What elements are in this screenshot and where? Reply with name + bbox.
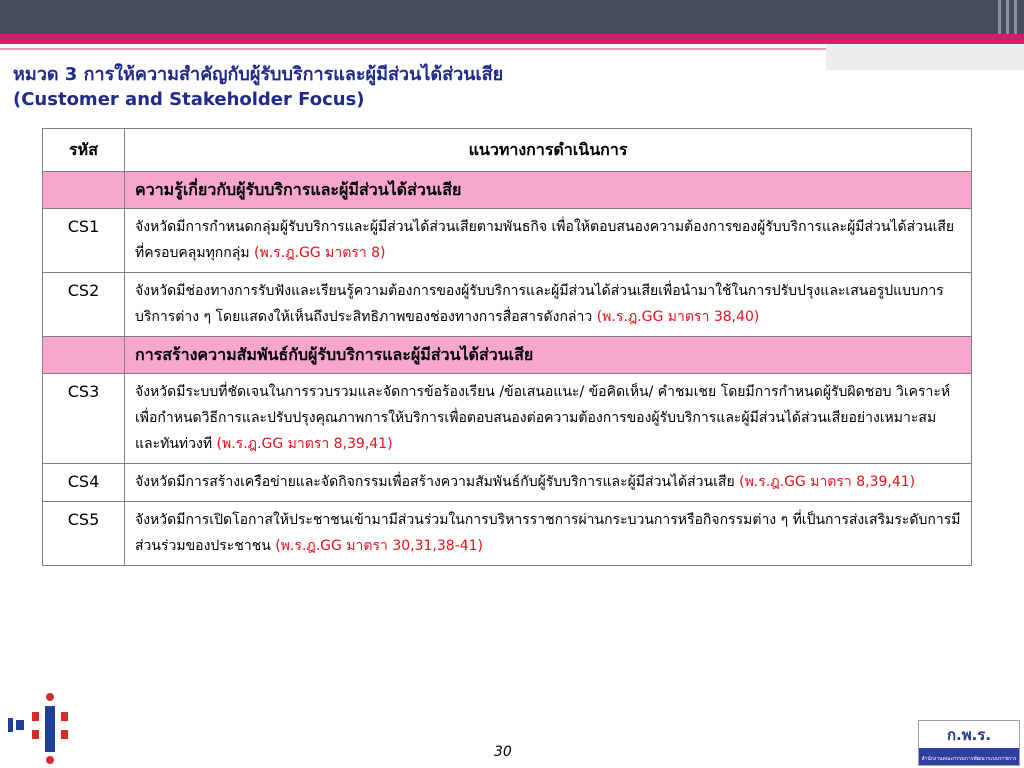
table-row: [43, 209, 972, 273]
opdc-logo: [918, 720, 1020, 766]
header-stripe: [998, 0, 1001, 34]
opdc-logo-text: ก.พ.ร.: [946, 726, 992, 744]
section-row-relationship: [43, 337, 972, 374]
row-text: จังหวัดมีการเปิดโอกาสให้ประชาชนเข้ามามีส่วนร่วมในการบริหารราชการผ่านกระบวนการหรือกิจกรรมต่าง ๆ ที่เป็นการส่งเสริมระดับการมีส่วนร่วมของประชาชน: [135, 512, 961, 554]
row-code: CS3: [43, 374, 125, 464]
row-reference: (พ.ร.ฎ.GG มาตรา 8,39,41): [216, 436, 393, 452]
row-description: [125, 273, 972, 337]
row-description: [125, 502, 972, 566]
section-title: ความรู้เกี่ยวกับผู้รับบริการและผู้มีส่วนได้ส่วนเสีย: [125, 172, 972, 209]
section-title: การสร้างความสัมพันธ์กับผู้รับบริการและผู้มีส่วนได้ส่วนเสีย: [125, 337, 972, 374]
row-text: จังหวัดมีการสร้างเครือข่ายและจัดกิจกรรมเพื่อสร้างความสัมพันธ์กับผู้รับบริการและผู้มีส่วนได้ส่วนเสีย: [135, 474, 735, 490]
header-stripe: [1014, 0, 1017, 34]
top-header-bar: [0, 0, 1024, 34]
row-description: [125, 464, 972, 502]
row-text: จังหวัดมีการกำหนดกลุ่มผู้รับบริการและผู้มีส่วนได้ส่วนเสียตามพันธกิจ เพื่อให้ตอบสนองความต้องการของผู้รับบริการและผู้มีส่วนได้ส่วนเสียที่ครอบคลุมทุกกลุ่ม: [135, 219, 955, 261]
table-row: [43, 464, 972, 502]
row-code: CS1: [43, 209, 125, 273]
row-description: [125, 374, 972, 464]
title-line-english: (Customer and Stakeholder Focus): [13, 89, 365, 110]
row-reference: (พ.ร.ฎ.GG มาตรา 30,31,38-41): [275, 538, 484, 554]
table-header-row: [43, 129, 972, 172]
table-row: [43, 273, 972, 337]
page-number: 30: [494, 744, 512, 760]
section-row-knowledge: [43, 172, 972, 209]
row-reference: (พ.ร.ฎ.GG มาตรา 38,40): [596, 309, 760, 325]
row-code: CS5: [43, 502, 125, 566]
column-header-code: รหัส: [43, 129, 125, 172]
page-title: [13, 62, 503, 112]
table-row: [43, 502, 972, 566]
accent-band: [0, 34, 1024, 44]
table-row: [43, 374, 972, 464]
header-stripe: [1006, 0, 1009, 34]
row-description: [125, 209, 972, 273]
row-text: จังหวัดมีช่องทางการรับฟังและเรียนรู้ความต้องการของผู้รับบริการและผู้มีส่วนได้ส่วนเสียเพื่อนำมาใช้ในการปรับปรุงและเสนอรูปแบบการบริการต่าง ๆ โดยแสดงให้เห็นถึงประสิทธิภาพของช่องทางการสื่อสารดังกล่าว: [135, 283, 944, 325]
row-reference: (พ.ร.ฎ.GG มาตรา 8,39,41): [739, 474, 916, 490]
row-code: CS4: [43, 464, 125, 502]
row-reference: (พ.ร.ฎ.GG มาตรา 8): [254, 245, 386, 261]
section-empty-cell: [43, 337, 125, 374]
title-line-thai: หมวด 3 การให้ความสำคัญกับผู้รับบริการและผู้มีส่วนได้ส่วนเสีย: [13, 64, 504, 85]
row-text: จังหวัดมีระบบที่ชัดเจนในการรวบรวมและจัดการข้อร้องเรียน /ข้อเสนอแนะ/ ข้อคิดเห็น/ คำชมเชย โดยมีการกำหนดผู้รับผิดชอบ วิเคราะห์เพื่อกำหนดวิธีการและปรับปรุงคุณภาพการให้บริการเพื่อตอบสนองต่อความต้องการของผู้รับบริการและผู้มีส่วนได้ส่วนเสียอย่างเหมาะสมและทันท่วงที: [135, 384, 951, 452]
organization-emblem-icon: [6, 688, 76, 766]
row-code: CS2: [43, 273, 125, 337]
section-empty-cell: [43, 172, 125, 209]
column-header-guideline: แนวทางการดำเนินการ: [125, 129, 972, 172]
opdc-logo-subtext: สำนักงานคณะกรรมการพัฒนาระบบราชการ: [921, 756, 1017, 762]
header-grey-panel: [826, 44, 1024, 70]
guideline-table: [42, 128, 972, 566]
